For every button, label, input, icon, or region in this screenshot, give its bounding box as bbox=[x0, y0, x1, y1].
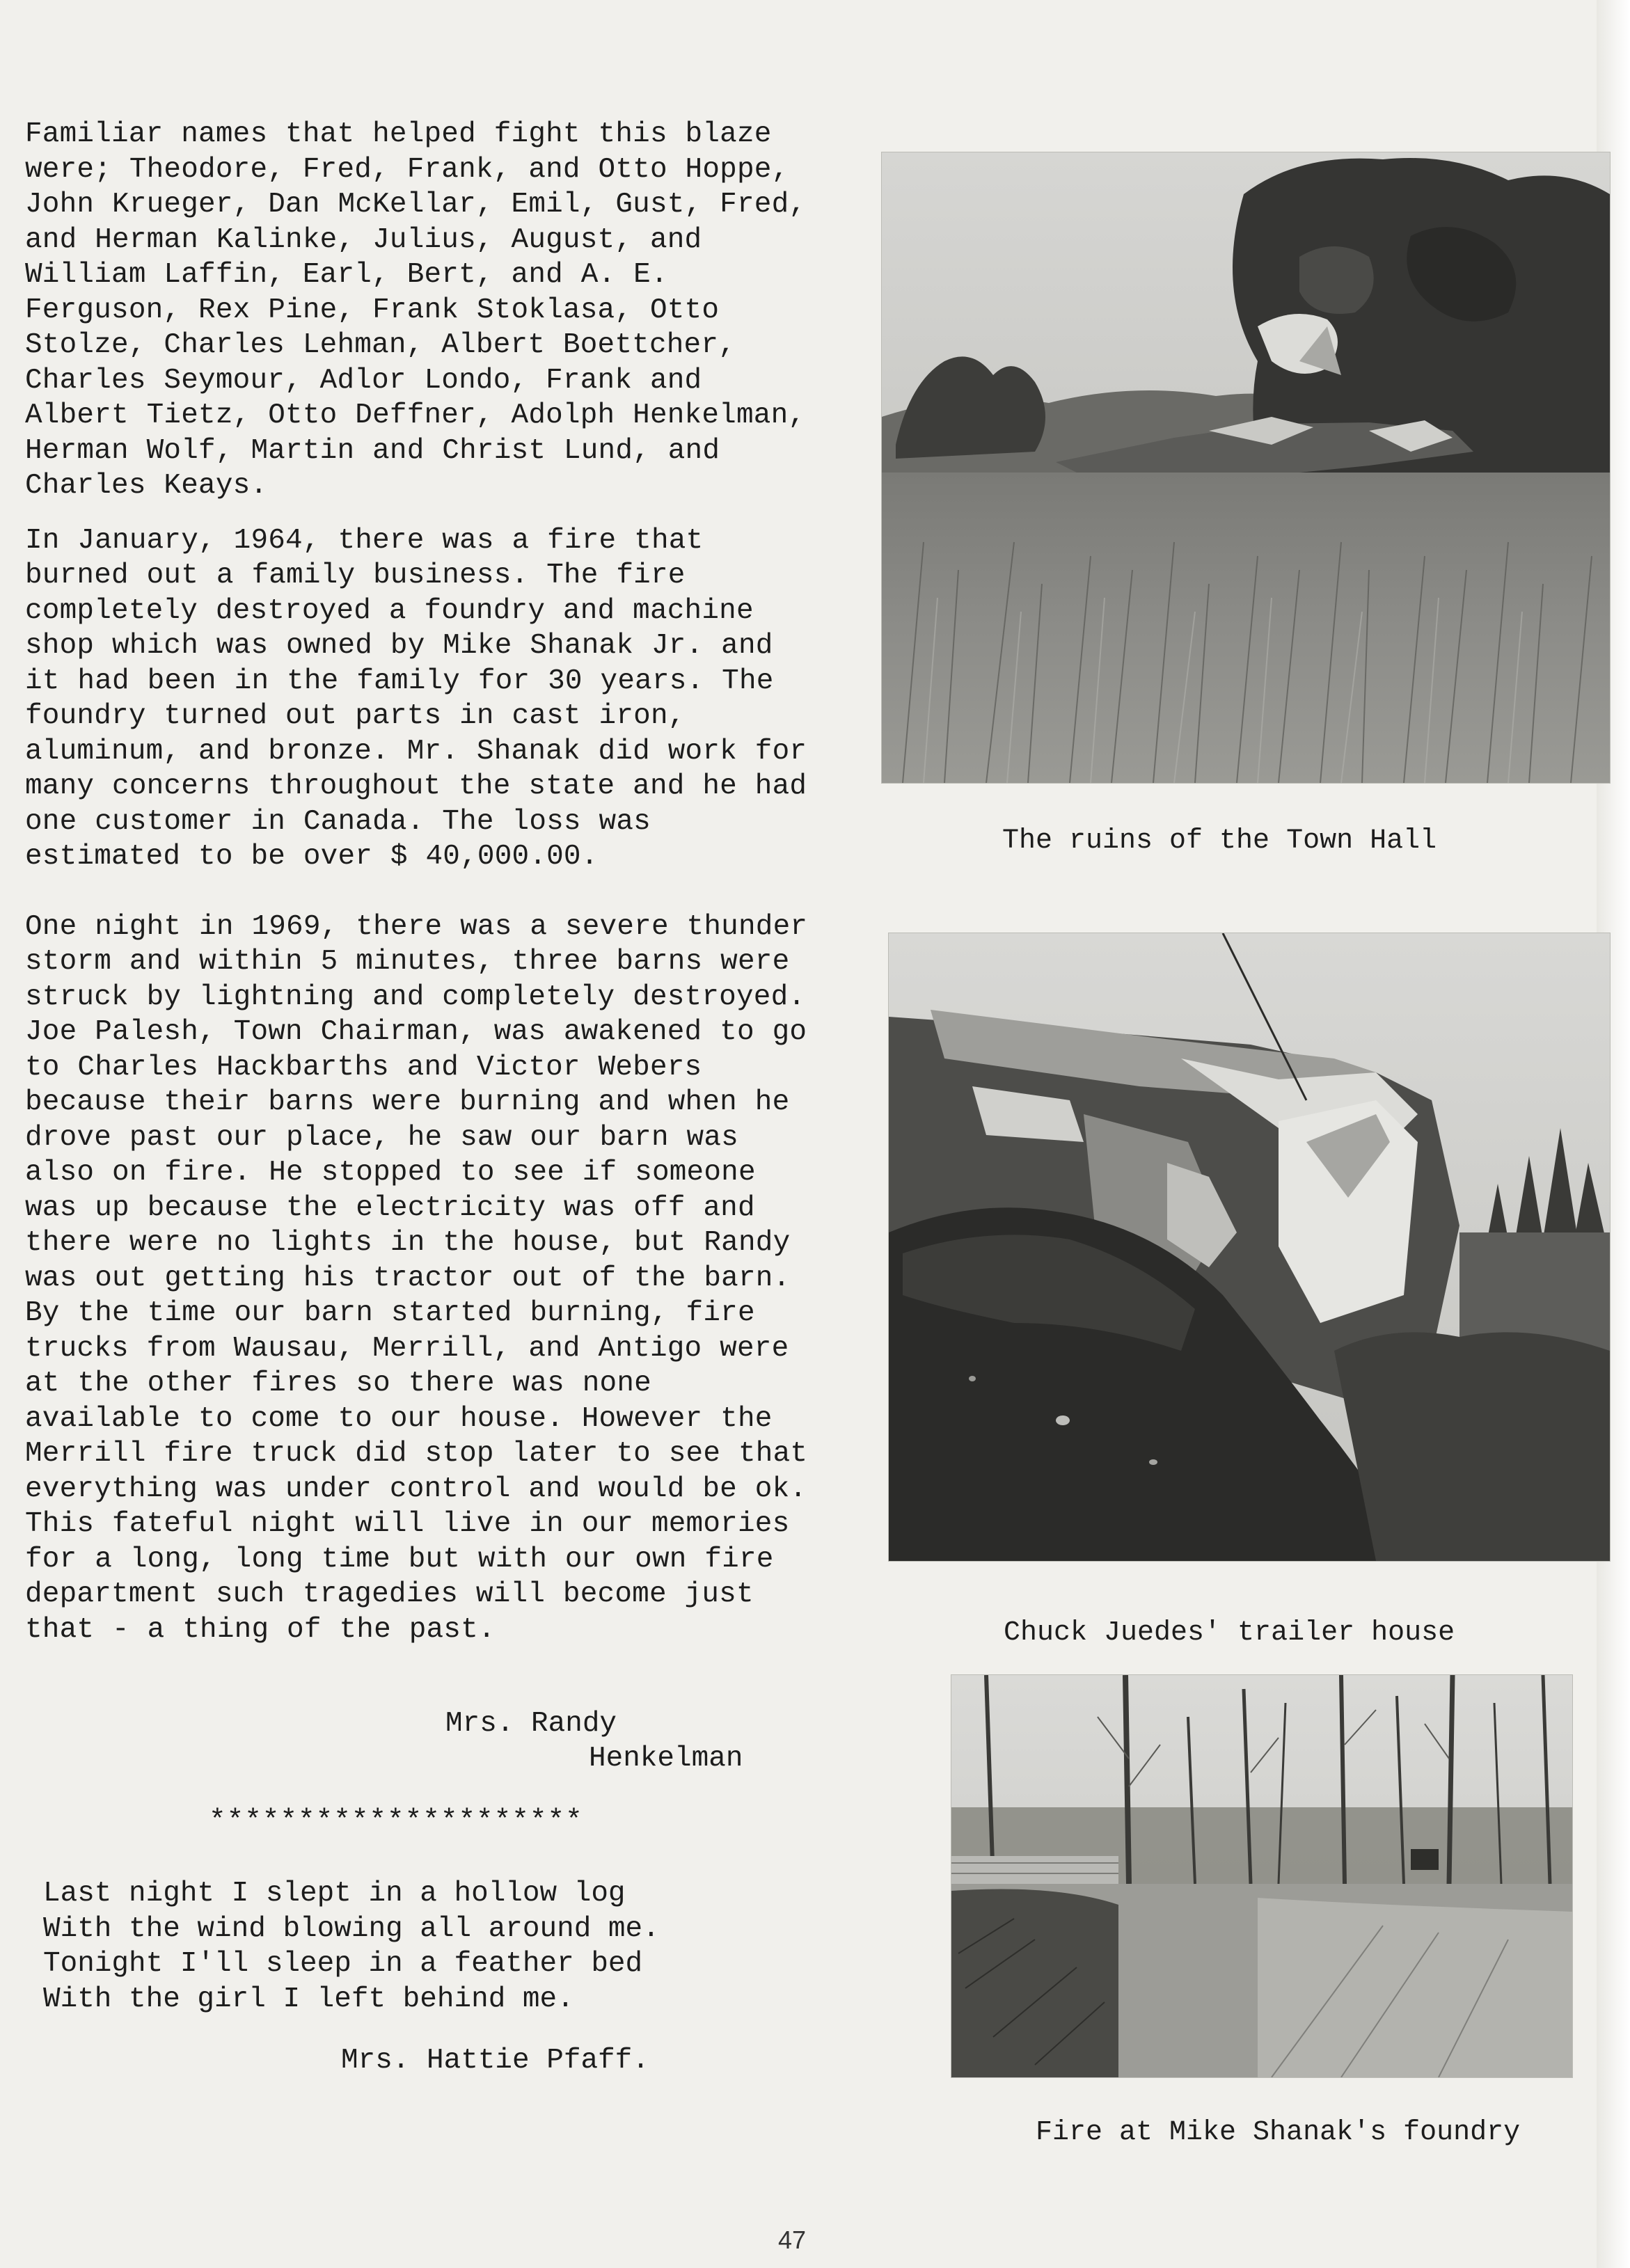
paragraph-firefighters: Familiar names that helped fight this blaze were; Theodore, Fred, Frank, and Otto Hoppe, John Krueger, Dan McKellar, Emil, Gust, Fred, and Herman Kalinke, Julius, August, and William Laffin, Earl, Bert, and A. E. Ferguson, Rex Pine, Frank Stoklasa, Otto Stolze, Charles Lehman, Albert Boettcher, Charles Seymour, Adlor Londo, Frank and Albert Tietz, Otto Deffner, Adolph Henkelman, Herman Wolf, Martin and Christ Lund, and Charles Keays. bbox=[25, 118, 807, 502]
signature-line-1: Mrs. Randy bbox=[445, 1708, 617, 1740]
paragraph-foundry-fire: In January, 1964, there was a fire that burned out a family business. The fire completely destroyed a foundry and machine shop which was owned by Mike Shanak Jr. and it had been in the family for 30 years. The foundry turned out parts in cast iron, aluminum, and bronze. Mr. Shanak did work for many concerns throughout the state and he had one customer in Canada. The loss was estimated to be over $ 40,000.00. bbox=[25, 524, 807, 873]
foundry-fire-photo bbox=[951, 1674, 1573, 2078]
poem-line: Tonight I'll sleep in a feather bed bbox=[43, 1948, 643, 1980]
foundry-fire-caption: Fire at Mike Shanak's foundry bbox=[1036, 2117, 1521, 2148]
poem bbox=[43, 1876, 660, 2017]
trailer-house-photo bbox=[888, 933, 1611, 1562]
town-hall-caption: The ruins of the Town Hall bbox=[1002, 825, 1437, 857]
poem-line: With the girl I left behind me. bbox=[43, 1983, 574, 2015]
town-hall-ruins-photo bbox=[881, 152, 1611, 784]
left-column bbox=[25, 117, 812, 1647]
page-number: 47 bbox=[778, 2226, 807, 2254]
paragraph-barn-fires: One night in 1969, there was a severe thunder storm and within 5 minutes, three barns were struck by lightning and completely destroyed. Joe Palesh, Town Chairman, was awakened to go to Charles Hackbarths and Victor Webers because their barns were burning and when he drove past our place, he saw our barn was also on fire. He stopped to see if someone was up because the electricity was off and there were no lights in the house, but Randy was out getting his tractor out of the barn. By the time our barn started burning, fire trucks from Wausau, Merrill, and Antigo were at the other fires so there was none available to come to our house. However the Merrill fire truck did stop later to see that everything was under control and would be ok. This fateful night will live in our memories for a long, long time but with our own fire department such tragedies will become just that - a thing of the past. bbox=[25, 910, 808, 1646]
poem-author: Mrs. Hattie Pfaff. bbox=[341, 2045, 649, 2077]
section-separator: ********************* bbox=[209, 1805, 583, 1837]
signature-line-2: Henkelman bbox=[589, 1743, 743, 1775]
poem-line: With the wind blowing all around me. bbox=[43, 1912, 660, 1945]
trailer-house-caption: Chuck Juedes' trailer house bbox=[1004, 1617, 1455, 1649]
poem-line: Last night I slept in a hollow log bbox=[43, 1878, 626, 1910]
